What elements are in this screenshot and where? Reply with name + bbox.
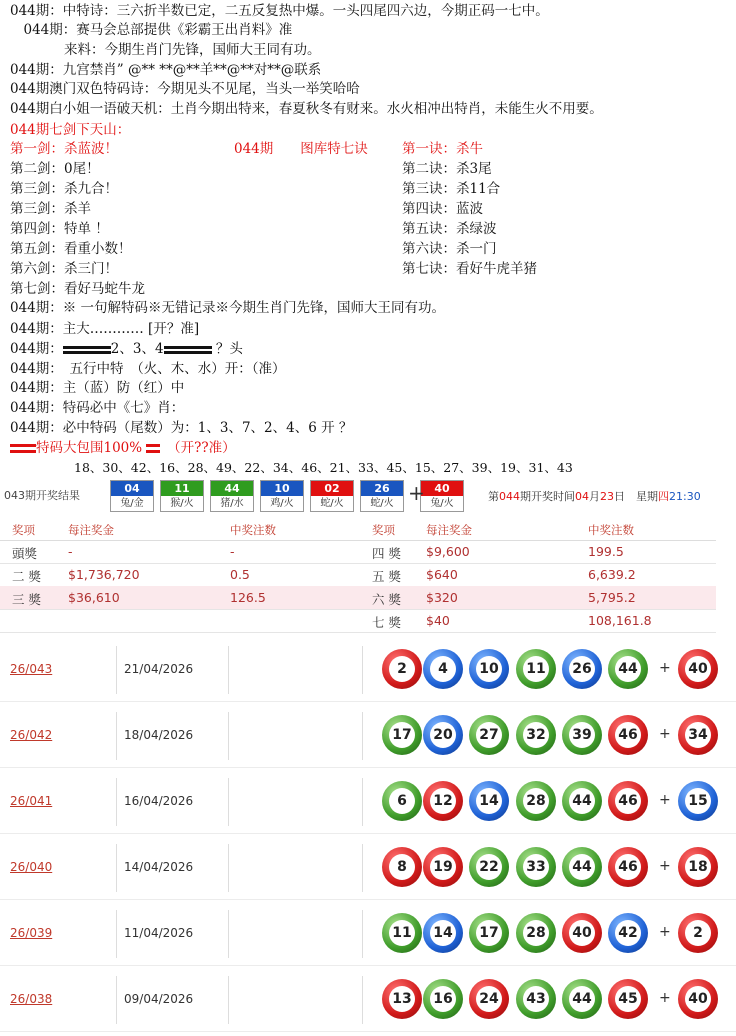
column-divider [362,646,363,694]
lottery-ball [608,979,648,1019]
history-row [0,706,736,768]
ball-number: 33 [523,854,549,880]
bar-decoration [63,346,87,354]
ball-number: 11 [523,656,549,682]
column-divider [362,910,363,958]
history-row [0,970,736,1032]
prize-cell: 199.5 [588,544,624,559]
draw-date: 11/04/2026 [124,926,194,940]
ball-number: 32 [523,722,549,748]
m3-digits: 2、3、4 [110,341,164,357]
lottery-ball [423,781,463,821]
lottery-ball [469,781,509,821]
lottery-ball [562,847,602,887]
draw-d: 日 星期 [614,490,658,503]
lottery-ball [382,979,422,1019]
period-link[interactable]: 26/039 [10,926,53,940]
special-ball [678,979,718,1019]
prize-cell: $36,610 [68,590,120,605]
special-ball [678,715,718,755]
prize-table [0,518,716,634]
prize-cell: 6,639.2 [588,567,636,582]
red-bar-decoration [10,444,36,453]
ball-number: 19 [430,854,456,880]
prize-header-cell: 中奖注数 [230,523,276,537]
sword-item: 第五剑：看重小数！ [10,241,132,257]
ball-number: 43 [523,986,549,1012]
period-link[interactable]: 26/038 [10,992,53,1006]
ball-number: 13 [389,986,415,1012]
column-divider [116,844,117,892]
prize-cell: - [68,544,73,559]
column-divider [116,976,117,1024]
draw-mid: 期开奖时间 [520,490,575,503]
text-line-6: 044期白小姐一语破天机：土肖今期出特来，春夏秋冬有财来。水火相冲出特肖，未能生火不用要。 [10,101,603,117]
chip-number: 04 [111,481,153,496]
lottery-ball [562,781,602,821]
column-divider [228,910,229,958]
prize-row [0,540,716,564]
prize-cell: 0.5 [230,567,250,582]
sword-item: 第三剑：杀羊 [10,201,91,217]
plus-sign: + [659,858,671,874]
ball-number: 8 [389,854,415,880]
lottery-ball [469,715,509,755]
lottery-ball [562,649,602,689]
result-chip [360,480,404,512]
result-chip [260,480,304,512]
lottery-ball [562,715,602,755]
special-ball [678,649,718,689]
chip-number: 26 [361,481,403,496]
ball-number: 44 [569,854,595,880]
text-line-5: 044期澳门双色特码诗：今期见头不见尾，当头一举笑哈哈 [10,81,360,97]
lottery-ball [423,847,463,887]
red-bar-decoration [146,444,160,453]
prize-header-cell: 奖项 [372,523,395,537]
period-link[interactable]: 26/043 [10,662,53,676]
text-line-m4: 044期： 五行中特 （火、木、水）开：（准） [10,361,286,377]
prize-header-cell: 每注奖金 [426,523,472,537]
text-line-m2: 044期：主大………… [开？准] [10,321,200,337]
prize-cell: 七 獎 [372,615,401,630]
column-divider [362,778,363,826]
plus-sign: + [659,660,671,676]
prize-cell: $9,600 [426,544,470,559]
prize-row [0,586,716,610]
ball-number: 39 [569,722,595,748]
prize-cell: 126.5 [230,590,266,605]
ball-number: 40 [569,920,595,946]
ball-number: 46 [615,722,641,748]
chip-zodiac: 鸡/火 [270,498,294,509]
lottery-ball [382,847,422,887]
ball-number: 45 [615,986,641,1012]
text-line-m7: 044期：必中特码（尾数）为：1、3、7、2、4、6 开 ？ [10,420,353,436]
row-divider [0,701,736,702]
ball-number: 24 [476,986,502,1012]
chip-number: 40 [421,481,463,496]
prize-cell: 四 獎 [372,546,401,561]
ball-number: 17 [476,920,502,946]
result-strip [0,478,736,514]
column-divider [228,844,229,892]
m8-title: 特码大包围100% [36,440,143,456]
row-divider [0,899,736,900]
special-ball [678,847,718,887]
history-row [0,838,736,900]
row-divider [0,767,736,768]
prize-cell: 5,795.2 [588,590,636,605]
prize-header-cell: 中奖注数 [588,523,634,537]
chip-zodiac: 蛇/火 [370,498,394,509]
m8-note: （开??准） [173,440,236,456]
column-divider [228,646,229,694]
draw-date: 18/04/2026 [124,728,194,742]
ball-number: 42 [615,920,641,946]
ball-number: 12 [430,788,456,814]
text-line-1: 044期：中特诗：三六折半数已定，二五反复热中爆。一头四尾四六边，今期正码一七中。 [10,3,549,19]
column-divider [116,712,117,760]
secret-item: 第一诀：杀牛 [402,141,483,157]
chip-zodiac: 蛇/火 [320,498,344,509]
column-divider [228,712,229,760]
ball-number: 22 [476,854,502,880]
m3-prefix: 044期： [10,341,63,357]
draw-date: 09/04/2026 [124,992,194,1006]
chip-zodiac: 猴/火 [170,498,194,509]
text-line-m6: 044期：特码必中《七》肖： [10,400,185,416]
tuku-heading: 044期 图库特七诀 [234,141,368,157]
sword-item: 第一剑：杀蓝波！ [10,141,118,157]
ball-number: 28 [523,920,549,946]
column-divider [362,976,363,1024]
prize-cell: 六 獎 [372,592,401,607]
text-line-m3 [10,340,243,358]
bar-decoration [164,346,188,354]
lottery-ball [423,913,463,953]
chip-number: 11 [161,481,203,496]
sword-item: 第四剑：特单 ！ [10,221,109,237]
result-label: 043期开奖结果 [4,489,80,502]
ball-number: 26 [569,656,595,682]
period-link[interactable]: 26/040 [10,860,53,874]
result-chip [310,480,354,512]
result-chip [420,480,464,512]
plus-sign: + [659,792,671,808]
history-row [0,772,736,834]
result-chip [110,480,154,512]
lottery-ball [608,781,648,821]
draw-clock: 21:30 [669,490,701,503]
ball-number: 14 [476,788,502,814]
draw-date: 16/04/2026 [124,794,194,808]
prize-cell: $640 [426,567,458,582]
ball-number: 27 [476,722,502,748]
ball-number: 4 [430,656,456,682]
prize-header-cell: 奖项 [12,523,35,537]
result-chip [210,480,254,512]
column-divider [362,712,363,760]
column-divider [116,778,117,826]
draw-period: 044 [499,490,520,503]
ball-number: 44 [569,986,595,1012]
column-divider [362,844,363,892]
bar-decoration [188,346,212,354]
lottery-ball [516,847,556,887]
lottery-ball [382,649,422,689]
prize-cell: 五 獎 [372,569,401,584]
sword-item: 第七剑：看好马蛇牛龙 [10,281,145,297]
lottery-ball [608,715,648,755]
text-line-m5: 044期：主（蓝）防（红）中 [10,380,185,396]
ball-number: 18 [685,854,711,880]
text-line-3: 来料：今期生肖门先锋，国师大王同有功。 [10,42,321,58]
draw-week: 四 [658,490,669,503]
row-divider [0,833,736,834]
sword-item: 第三剑：杀九合！ [10,181,118,197]
chip-number: 02 [311,481,353,496]
column-divider [116,646,117,694]
ball-number: 10 [476,656,502,682]
chip-number: 44 [211,481,253,496]
prize-cell: 108,161.8 [588,613,652,628]
lottery-ball [469,979,509,1019]
ball-number: 44 [569,788,595,814]
ball-number: 14 [430,920,456,946]
prize-row [0,563,716,587]
secret-item: 第六诀：杀一门 [402,241,497,257]
lottery-ball [516,979,556,1019]
lottery-ball [382,715,422,755]
ball-number: 40 [685,986,711,1012]
lottery-ball [562,913,602,953]
draw-time [488,488,701,504]
lottery-ball [469,649,509,689]
chip-zodiac: 兔/火 [430,498,454,509]
plus-sign: + [659,990,671,1006]
prize-cell: $40 [426,613,450,628]
ball-number: 28 [523,788,549,814]
prize-cell: 三 獎 [12,592,41,607]
secret-item: 第四诀：蓝波 [402,201,483,217]
draw-day: 23 [600,490,614,503]
secret-item: 第五诀：杀绿波 [402,221,497,237]
bar-decoration [87,346,111,354]
sword-item: 第二剑：0尾！ [10,161,100,177]
ball-number: 40 [685,656,711,682]
chip-number: 10 [261,481,303,496]
prize-cell: $320 [426,590,458,605]
sword-item: 第六剑：杀三门！ [10,261,118,277]
lottery-ball [516,649,556,689]
draw-month: 04 [575,490,589,503]
prize-cell: 二 獎 [12,569,41,584]
history-row [0,640,736,702]
lottery-ball [516,715,556,755]
chip-zodiac: 兔/金 [120,498,144,509]
draw-m: 月 [589,490,600,503]
lottery-ball [608,913,648,953]
ball-number: 46 [615,854,641,880]
special-ball [678,781,718,821]
text-line-7: 044期七剑下天山： [10,122,131,138]
plus-sign: + [659,924,671,940]
draw-date: 14/04/2026 [124,860,194,874]
lottery-ball [469,913,509,953]
history-row [0,904,736,966]
ball-number: 2 [685,920,711,946]
column-divider [228,976,229,1024]
chip-zodiac: 猪/水 [220,498,244,509]
number-list: 18、30、42、16、28、49、22、34、46、21、33、45、15、27、39、19、31、43 [74,460,573,475]
lottery-ball [382,913,422,953]
ball-number: 44 [615,656,641,682]
result-chip [160,480,204,512]
secret-item: 第二诀：杀3尾 [402,161,492,177]
ball-number: 2 [389,656,415,682]
text-line-m1: 044期：※ 一句解特码※无错记录※今期生肖门先锋，国师大王同有功。 [10,300,446,316]
ball-number: 34 [685,722,711,748]
lottery-ball [516,781,556,821]
ball-number: 16 [430,986,456,1012]
m3-suffix: ？头 [215,341,243,357]
prize-header [0,518,716,541]
lottery-ball [608,649,648,689]
secret-item: 第七诀：看好牛虎羊猪 [402,261,537,277]
lottery-ball [516,913,556,953]
ball-number: 20 [430,722,456,748]
draw-prefix: 第 [488,490,499,503]
prize-cell: 頭獎 [12,546,38,561]
lottery-ball [423,979,463,1019]
lottery-ball [608,847,648,887]
lottery-ball [562,979,602,1019]
prize-header-cell: 每注奖金 [68,523,114,537]
prize-cell: - [230,544,235,559]
text-line-2: 044期：赛马会总部提供《彩霸王出肖料》准 [10,22,293,38]
period-link[interactable]: 26/041 [10,794,53,808]
lottery-ball [423,715,463,755]
prize-row [0,609,716,633]
ball-number: 17 [389,722,415,748]
special-ball [678,913,718,953]
plus-sign: + [659,726,671,742]
lottery-ball [382,781,422,821]
draw-date: 21/04/2026 [124,662,194,676]
text-line-4: 044期：九宫禁肖” @** **@**羊**@**对**@联系 [10,62,322,78]
plus-sign: + [408,481,425,505]
ball-number: 15 [685,788,711,814]
ball-number: 6 [389,788,415,814]
prize-cell: $1,736,720 [68,567,140,582]
row-divider [0,965,736,966]
lottery-ball [423,649,463,689]
ball-number: 11 [389,920,415,946]
period-link[interactable]: 26/042 [10,728,53,742]
row-divider [0,1031,736,1032]
ball-number: 46 [615,788,641,814]
lottery-ball [469,847,509,887]
secret-item: 第三诀：杀11合 [402,181,501,197]
column-divider [116,910,117,958]
text-line-m8 [10,439,236,457]
column-divider [228,778,229,826]
